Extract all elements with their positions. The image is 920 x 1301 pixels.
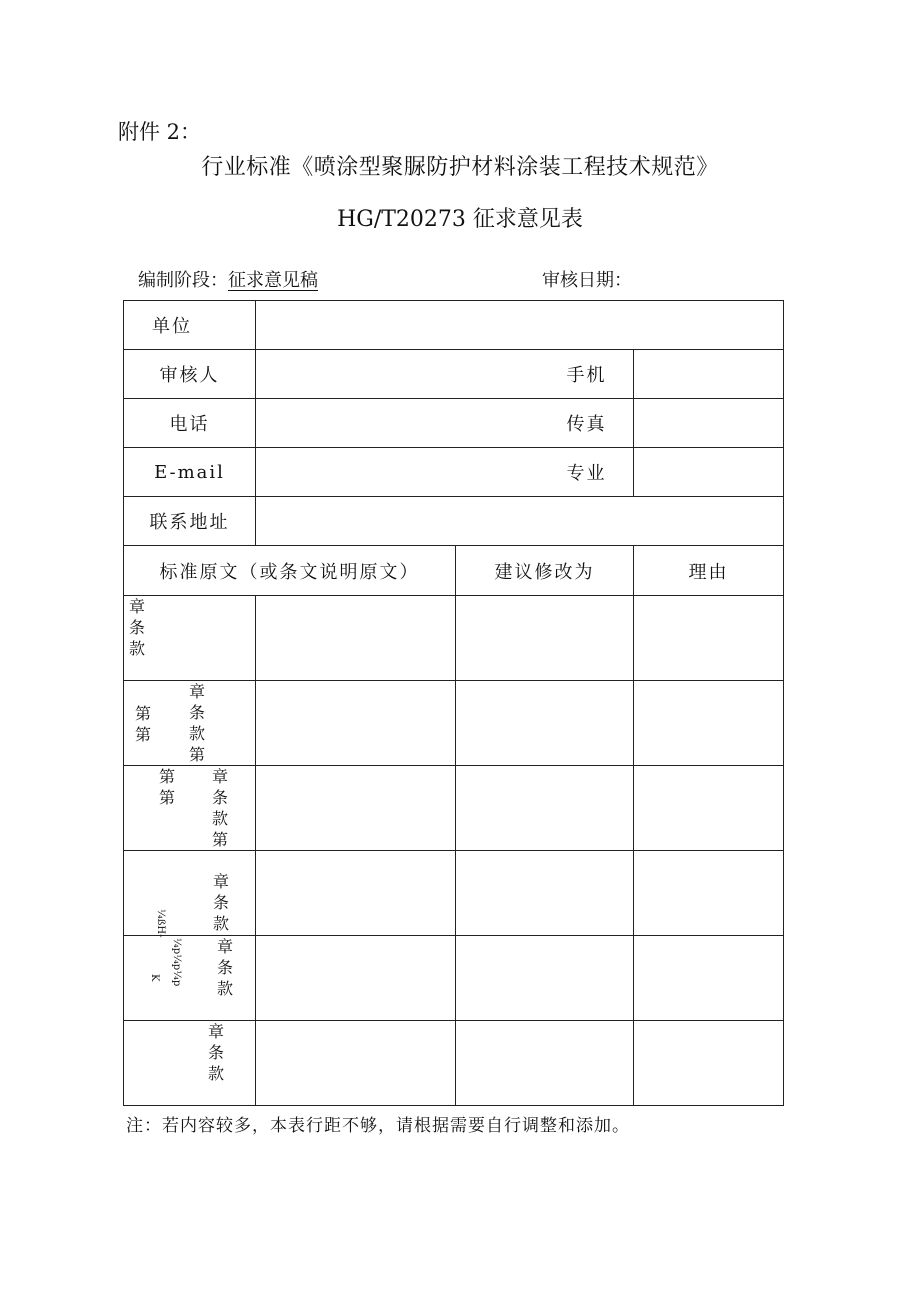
- original-text-field[interactable]: [256, 851, 456, 936]
- clause-ref-glyphs: 章 条 款 第: [211, 767, 228, 849]
- reason-field[interactable]: [634, 596, 784, 681]
- reason-field[interactable]: [634, 681, 784, 766]
- suggestion-field[interactable]: [456, 766, 634, 851]
- reason-field[interactable]: [634, 851, 784, 936]
- suggestion-field[interactable]: [456, 851, 634, 936]
- original-text-field[interactable]: [256, 936, 456, 1021]
- clause-ref-glyphs: 第 第: [158, 767, 175, 807]
- unit-label: 单位: [124, 301, 256, 350]
- attachment-label: 附件 2：: [118, 120, 202, 144]
- comment-row: [124, 596, 784, 681]
- phone-label: 电话: [124, 399, 256, 448]
- comment-row: [124, 766, 784, 851]
- clause-ref-cell[interactable]: [124, 766, 256, 851]
- stage-label: 编制阶段：: [138, 270, 228, 291]
- garbled-text: ¼ßH-: [155, 909, 166, 938]
- document-subtitle: HG/T20273 征求意见表: [337, 207, 583, 232]
- clause-ref-cell[interactable]: [124, 936, 256, 1021]
- email-label: E-mail: [124, 448, 256, 497]
- reviewer-label: 审核人: [124, 350, 256, 399]
- clause-ref-glyphs: 章 条 款: [212, 872, 229, 933]
- footer-note: 注：若内容较多，本表行距不够，请根据需要自行调整和添加。: [126, 1116, 630, 1136]
- garbled-text: K: [149, 974, 160, 982]
- clause-ref-cell[interactable]: [124, 596, 256, 681]
- original-text-field[interactable]: [256, 596, 456, 681]
- clause-ref-cell[interactable]: [124, 1021, 256, 1106]
- compilation-stage: [138, 266, 318, 292]
- specialty-field[interactable]: [634, 448, 784, 497]
- clause-ref-glyphs: 章 条 款: [207, 1022, 224, 1083]
- specialty-label: 专业: [577, 448, 634, 497]
- garbled-text: ¼p¼p¼p: [171, 938, 182, 987]
- reason-field[interactable]: [634, 936, 784, 1021]
- comment-row: [124, 1021, 784, 1106]
- suggestion-field[interactable]: [456, 936, 634, 1021]
- original-text-field[interactable]: [256, 681, 456, 766]
- address-field[interactable]: [256, 497, 784, 546]
- email-field[interactable]: [256, 448, 577, 497]
- col-header-original: 标准原文（或条文说明原文）: [124, 546, 456, 596]
- reason-field[interactable]: [634, 1021, 784, 1106]
- suggestion-field[interactable]: [456, 681, 634, 766]
- clause-ref-glyphs: 章 条 款: [128, 597, 145, 658]
- address-label: 联系地址: [124, 497, 256, 546]
- comment-row: [124, 936, 784, 1021]
- fax-field[interactable]: [634, 399, 784, 448]
- clause-ref-cell[interactable]: [124, 851, 256, 936]
- comment-row: [124, 681, 784, 766]
- reviewer-field[interactable]: [256, 350, 577, 399]
- reason-field[interactable]: [634, 766, 784, 851]
- clause-ref-glyphs: 章 条 款 第: [188, 682, 205, 764]
- review-date-label: 审核日期：: [542, 270, 632, 291]
- unit-field[interactable]: [256, 301, 784, 350]
- stage-value: 征求意见稿: [228, 270, 318, 291]
- mobile-field[interactable]: [634, 350, 784, 399]
- phone-field[interactable]: [256, 399, 577, 448]
- clause-ref-glyphs: 章 条 款: [216, 937, 233, 998]
- clause-ref-glyphs: 第 第: [134, 704, 151, 744]
- original-text-field[interactable]: [256, 1021, 456, 1106]
- col-header-reason: 理由: [634, 546, 784, 596]
- suggestion-field[interactable]: [456, 1021, 634, 1106]
- comment-form-table: [123, 300, 784, 1106]
- col-header-suggestion: 建议修改为: [456, 546, 634, 596]
- document-title: 行业标准《喷涂型聚脲防护材料涂装工程技术规范》: [201, 155, 719, 180]
- fax-label: 传真: [577, 399, 634, 448]
- suggestion-field[interactable]: [456, 596, 634, 681]
- original-text-field[interactable]: [256, 766, 456, 851]
- comment-row: [124, 851, 784, 936]
- clause-ref-cell[interactable]: [124, 681, 256, 766]
- mobile-label: 手机: [577, 350, 634, 399]
